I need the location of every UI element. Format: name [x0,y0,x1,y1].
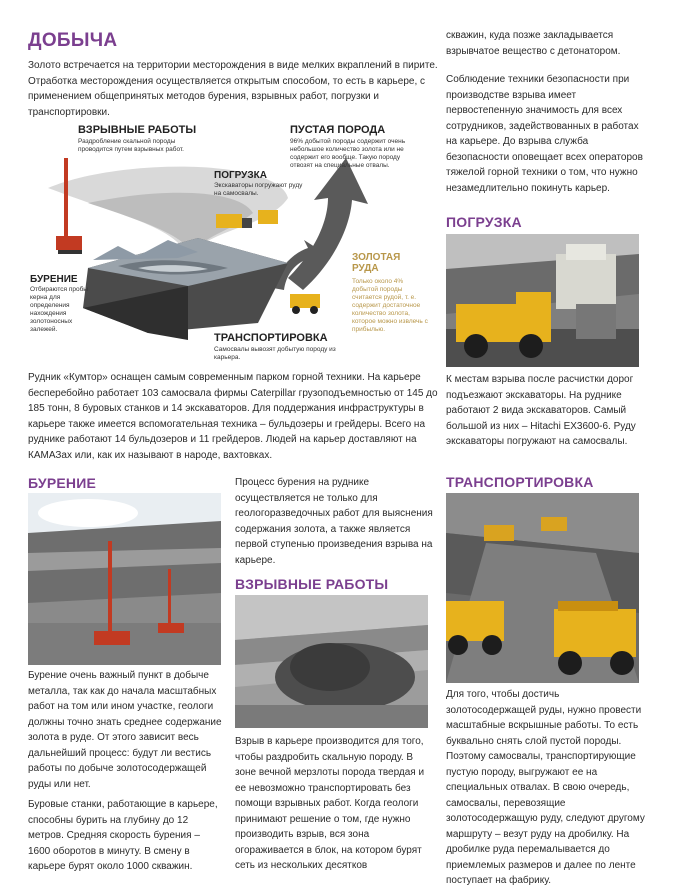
safety-text: Соблюдение техники безопасности при производстве взрыва имеет первостепенную значимость для всех сотрудников, задействованных в работах на карьере. До взрыва служба безопасности оповещает всех операторов тяжелой горной техники о том, что нужно незамедлительно покинуть карьер. [446,74,643,194]
blast-photo [235,595,428,728]
transport-label: ТРАНСПОРТИРОВКА [214,332,328,344]
drilling-purpose-text: Процесс бурения на руднике осуществляется не только для геологоразведочных работ для выяснения содержания золота, а также является первой ступенью произведения взрыва на карьере. [235,477,433,566]
loading-label: ПОГРУЗКА [214,170,267,181]
mining-infographic [28,118,440,366]
haul-trucks-photo [446,493,639,683]
mine-fleet-text: Рудник «Кумтор» оснащен самым современным парком горной техники. На карьере бесперебойно работает 103 самосвала фирмы Caterpillar грузоподъемностью от 145 до 185 тонн, 8 буровых станков и 14 экскаваторов. Для поддержания инфраструктуры в карьере также имеется вспомогательная техника – бульдозеры и грейдеры. Всего на руднике работают 14 бульдозеров и 11 грейдеров. Людей на карьер доставляют на КАМАЗах или, как их называют в народе, вахтовках. [28,372,438,461]
ore-label: ЗОЛОТАЯ РУДА [352,252,401,274]
blasting-text: Взрыв в карьере производится для того, чтобы раздробить скальную породу. В зоне вечной мерзлоты порода твердая и ее невозможно транспортировать без помощи взрывных работ. Когда геологи принимают решение о том, где нужно производить взрыв, вся зона огораживается в блок, на котором бурят сеть из нескольких десятков [235,736,425,871]
excavator-photo [446,234,639,367]
drill-rig-photo [28,493,221,665]
blasting-caption: Раздробление скальной породы проводится путем взрывных работ. [78,138,184,153]
ore-caption: Только около 4% добытой породы считается рудой, т. е. содержит достаточное количество золота, которое можно извлечь с прибылью. [352,278,428,333]
blasting-label: ВЗРЫВНЫЕ РАБОТЫ [78,124,197,136]
transport-text: Для того, чтобы достичь золотосодержащей руды, нужно провести масштабные вскрышные работы. То есть буквально снять слой пустой породы. Поэтому самосвалы, транспортирующие пустую породу, выгружают ее на специальных отвалах. В свою очередь, самосвалы, перевозящие золотосодержащую руду, следуют другому маршруту – везут руду на дробилку. На дробилке руда перемалывается до приемлемых размеров и далее по ленте поступает на фабрику. [446,689,645,886]
drilling-specs-text: Буровые станки, работающие в карьере, способны бурить на глубину до 12 метров. Средняя скорость бурения – 1600 оборотов в минуту. В смену в карьере бурят около 1000 скважин. [28,799,218,872]
transport-caption: Самосвалы вывозят добытую породу из карьера. [214,346,336,361]
loading-heading: ПОГРУЗКА [446,214,522,230]
drilling-text: Бурение очень важный пункт в добыче металла, так как до начала масштабных работ на том или ином участке, геологи должны точно знать среднее содержание золота в руде. От этого зависит весь дальнейший процесс: будут ли вестись работы по добыче золотосодержащей руды или нет. [28,670,222,790]
drilling-heading: БУРЕНИЕ [28,475,97,491]
blasting-continued-text: скважин, куда позже закладывается взрывчатое вещество с детонатором. [446,30,621,57]
drilling-label: БУРЕНИЕ [30,274,78,285]
waste-rock-label: ПУСТАЯ ПОРОДА [290,124,386,136]
loading-text: К местам взрыва после расчистки дорог подъезжают экскаваторы. На руднике работают 2 вида экскаваторов. Самый большой из них – Hitachi EX3600-6. Руду экскаваторы погружают на самосвалы. [446,374,636,447]
transport-heading: ТРАНСПОРТИРОВКА [446,474,594,490]
loading-caption: Экскаваторы погружают руду на самосвалы. [214,182,303,197]
blasting-heading: ВЗРЫВНЫЕ РАБОТЫ [235,576,389,592]
waste-rock-caption: 96% добытой породы содержит очень небольшое количество золота или не содержит его вообще. Такую породу отвозят на специальные отвалы. [290,138,406,169]
page-title: ДОБЫЧА [28,30,118,51]
intro-text: Золото встречается на территории месторождения в виде мелких вкраплений в пирите. Отработка месторождения осуществляется открытым способом, то есть в карьере, с применением общепринятых методов бурения, взрывных работ, погрузки и транспортировки. [28,60,438,118]
drilling-caption: Отбираются пробы керна для определения нахождения золотоносных залежей. [30,286,88,333]
